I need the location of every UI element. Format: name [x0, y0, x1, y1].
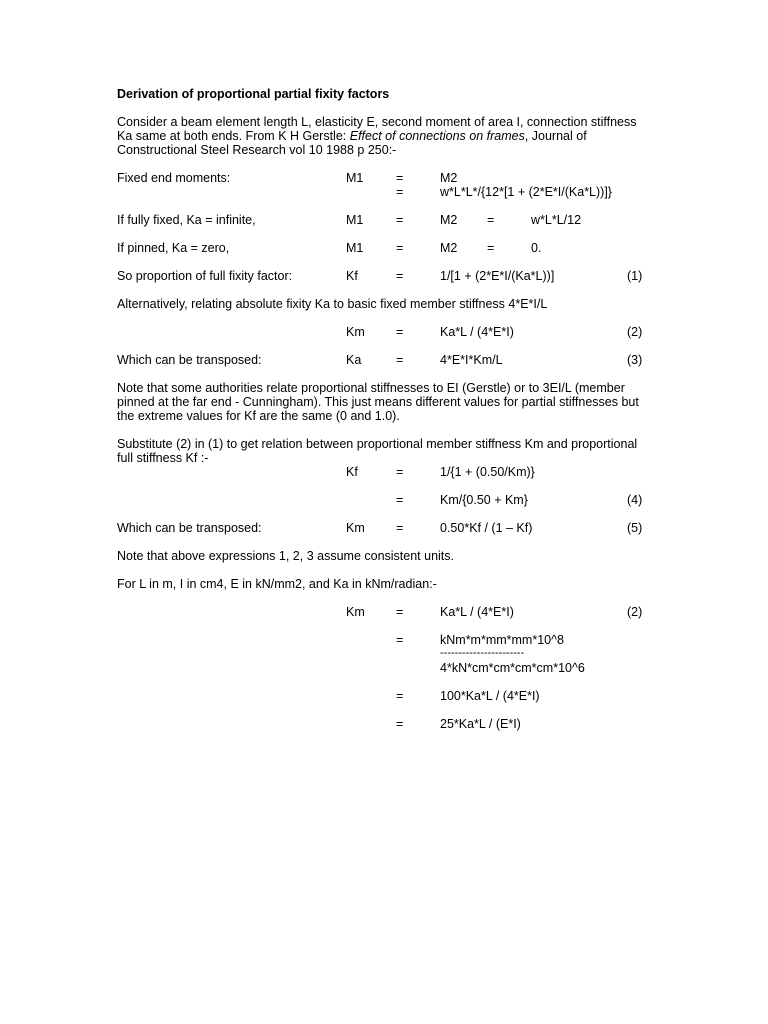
km-units-sym: Km	[346, 605, 365, 619]
km-units-eqnum: (2)	[627, 605, 643, 619]
intro-paper-title: Effect of connections on frames	[349, 129, 525, 143]
intro-paragraph	[117, 115, 647, 157]
transposed-2-eqnum: (5)	[627, 521, 643, 535]
proportion-eqnum: (1)	[627, 269, 643, 283]
transposed-1-sym: Ka	[346, 353, 362, 367]
fully-fixed-row	[117, 213, 647, 227]
transposed-1-val: 4*E*I*Km/L	[440, 353, 503, 367]
fully-fixed-val2: w*L*L/12	[531, 213, 582, 227]
km-row	[117, 325, 647, 339]
proportion-eq: =	[396, 269, 404, 283]
note-authorities: Note that some authorities relate proportional stiffnesses to EI (Gerstle) or to 3EI/L (member pinned at the far end - Cunningham). This just means different values for partial stiffnesses but the extreme values for Kf are the same (0 and 1.0).	[117, 381, 639, 423]
km-units-eq-2: =	[396, 633, 404, 647]
kf-val-2: Km/{0.50 + Km}	[440, 493, 528, 507]
fixed-end-row-1	[117, 171, 647, 185]
proportion-val: 1/[1 + (2*E*I/(Ka*L))]	[440, 269, 555, 283]
proportion-row	[117, 269, 647, 283]
document-title: Derivation of proportional partial fixity factors	[117, 87, 390, 101]
transposed-1-eq: =	[396, 353, 404, 367]
fully-fixed-eq: =	[396, 213, 404, 227]
km-units-eq-3: =	[396, 689, 404, 703]
kf-eq-1: =	[396, 465, 404, 479]
pinned-val2: 0.	[531, 241, 542, 255]
intro-text-start: Consider a beam element length L, elasticity E, second moment of area I, connection stiffness Ka same at both ends. From K H Gerstle:	[117, 115, 637, 143]
transposed-1-eqnum: (3)	[627, 353, 643, 367]
kf-eq-2: =	[396, 493, 404, 507]
fully-fixed-label: If fully fixed, Ka = infinite,	[117, 213, 256, 227]
transposed-2-val: 0.50*Kf / (1 – Kf)	[440, 521, 533, 535]
transposed-2-label: Which can be transposed:	[117, 521, 262, 535]
pinned-eq: =	[396, 241, 404, 255]
km-units-row-3	[117, 689, 647, 703]
km-units-eq-4: =	[396, 717, 404, 731]
km-units-denominator-row	[117, 661, 647, 675]
km-units-val-3: 100*Ka*L / (4*E*I)	[440, 689, 540, 703]
transposed-2-sym: Km	[346, 521, 365, 535]
transposed-2-eq: =	[396, 521, 404, 535]
km-units-val-1: Ka*L / (4*E*I)	[440, 605, 514, 619]
kf-row-1	[117, 465, 647, 479]
fully-fixed-eq2: =	[487, 213, 495, 227]
km-units-fraction-bar: -----------------------	[440, 647, 525, 659]
kf-sym: Kf	[346, 465, 358, 479]
km-units-numerator: kNm*m*mm*mm*10^8	[440, 633, 564, 647]
pinned-sym: M1	[346, 241, 364, 255]
pinned-eq2: =	[487, 241, 495, 255]
km-units-eq-1: =	[396, 605, 404, 619]
fixed-end-eq2: =	[396, 185, 404, 199]
transposed-2-row	[117, 521, 647, 535]
km-sym: Km	[346, 325, 365, 339]
pinned-val: M2	[440, 241, 458, 255]
fully-fixed-val: M2	[440, 213, 458, 227]
km-units-val-4: 25*Ka*L / (E*I)	[440, 717, 521, 731]
km-val: Ka*L / (4*E*I)	[440, 325, 514, 339]
km-units-fraction-bar-row	[117, 646, 647, 660]
fixed-end-val: M2	[440, 171, 458, 185]
kf-row-2	[117, 493, 647, 507]
fixed-end-sym: M1	[346, 171, 364, 185]
proportion-sym: Kf	[346, 269, 358, 283]
proportion-label: So proportion of full fixity factor:	[117, 269, 293, 283]
fixed-end-row-2	[117, 185, 647, 199]
fixed-end-label: Fixed end moments:	[117, 171, 231, 185]
transposed-1-row	[117, 353, 647, 367]
km-units-row-1	[117, 605, 647, 619]
km-units-row-4	[117, 717, 647, 731]
kf-eqnum: (4)	[627, 493, 643, 507]
kf-val-1: 1/{1 + (0.50/Km)}	[440, 465, 535, 479]
km-eqnum: (2)	[627, 325, 643, 339]
pinned-label: If pinned, Ka = zero,	[117, 241, 230, 255]
km-eq: =	[396, 325, 404, 339]
fixed-end-eq: =	[396, 171, 404, 185]
substitute-text: Substitute (2) in (1) to get relation between proportional member stiffness Km and proportional full stiffness Kf :-	[117, 437, 638, 465]
alternative-text: Alternatively, relating absolute fixity Ka to basic fixed member stiffness 4*E*I/L	[117, 297, 548, 311]
km-units-denominator: 4*kN*cm*cm*cm*cm*10^6	[440, 661, 585, 675]
transposed-1-label: Which can be transposed:	[117, 353, 262, 367]
units-text: For L in m, I in cm4, E in kN/mm2, and Ka in kNm/radian:-	[117, 577, 437, 591]
fixed-end-val2: w*L*L*/{12*[1 + (2*E*I/(Ka*L))]}	[440, 185, 612, 199]
pinned-row	[117, 241, 647, 255]
note-consistent-units: Note that above expressions 1, 2, 3 assume consistent units.	[117, 549, 454, 563]
intro-text-end: , Journal of Constructional Steel Research vol 10 1988 p 250:-	[117, 129, 587, 157]
km-units-row-2	[117, 633, 647, 647]
fully-fixed-sym: M1	[346, 213, 364, 227]
